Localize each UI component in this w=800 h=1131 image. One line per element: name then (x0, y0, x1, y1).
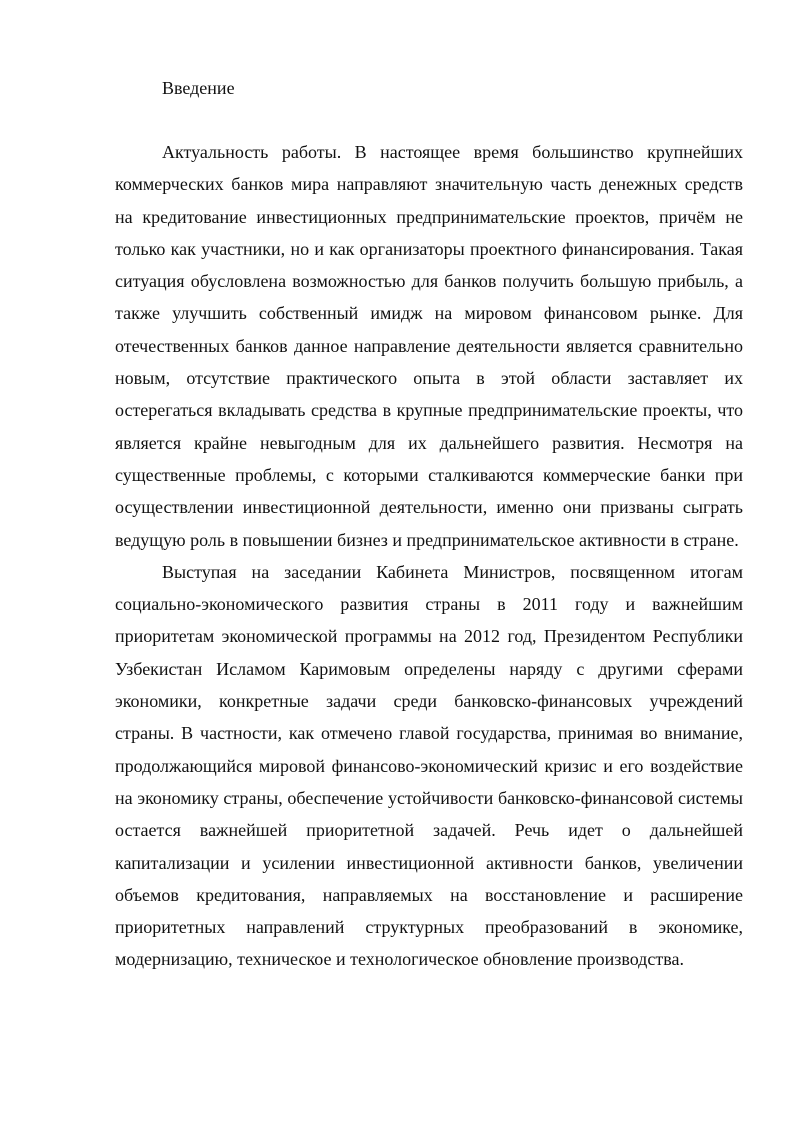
paragraph-relevance: Актуальность работы. В настоящее время большинство крупнейших коммерческих банков мира направляют значительную часть денежных средств на кредитование инвестиционных предпринимательские проектов, причём не только как участники, но и как организаторы проектного финансирования. Такая ситуация обусловлена возможностью для банков получить большую прибыль, а также улучшить собственный имидж на мировом финансовом рынке. Для отечественных банков данное направление деятельности является сравнительно новым, отсутствие практического опыта в этой области заставляет их остерегаться вкладывать средства в крупные предпринимательские проекты, что является крайне невыгодным для их дальнейшего развития. Несмотря на существенные проблемы, с которыми сталкиваются коммерческие банки при осуществлении инвестиционной деятельности, именно они призваны сыграть ведущую роль в повышении бизнез и предпринимательское активности в стране. (115, 142, 743, 550)
document-body (115, 72, 743, 976)
section-heading: Введение (162, 78, 235, 98)
blank-line (115, 104, 743, 136)
paragraph-cabinet-meeting: Выступая на заседании Кабинета Министров, посвященном итогам социально-экономического развития страны в 2011 году и важнейшим приоритетам экономической программы на 2012 год, Президентом Республики Узбекистан Исламом Каримовым определены наряду с другими сферами экономики, конкретные задачи среди банковско-финансовых учреждений страны. В частности, как отмечено главой государства, принимая во внимание, продолжающийся мировой финансово-экономический кризис и его воздействие на экономику страны, обеспечение устойчивости банковско-финансовой системы остается важнейшей приоритетной задачей. Речь идет о дальнейшей капитализации и усилении инвестиционной активности банков, увеличении объемов кредитования, направляемых на восстановление и расширение приоритетных направлений структурных преобразований в экономике, модернизацию, техническое и технологическое обновление производства. (115, 561, 743, 970)
